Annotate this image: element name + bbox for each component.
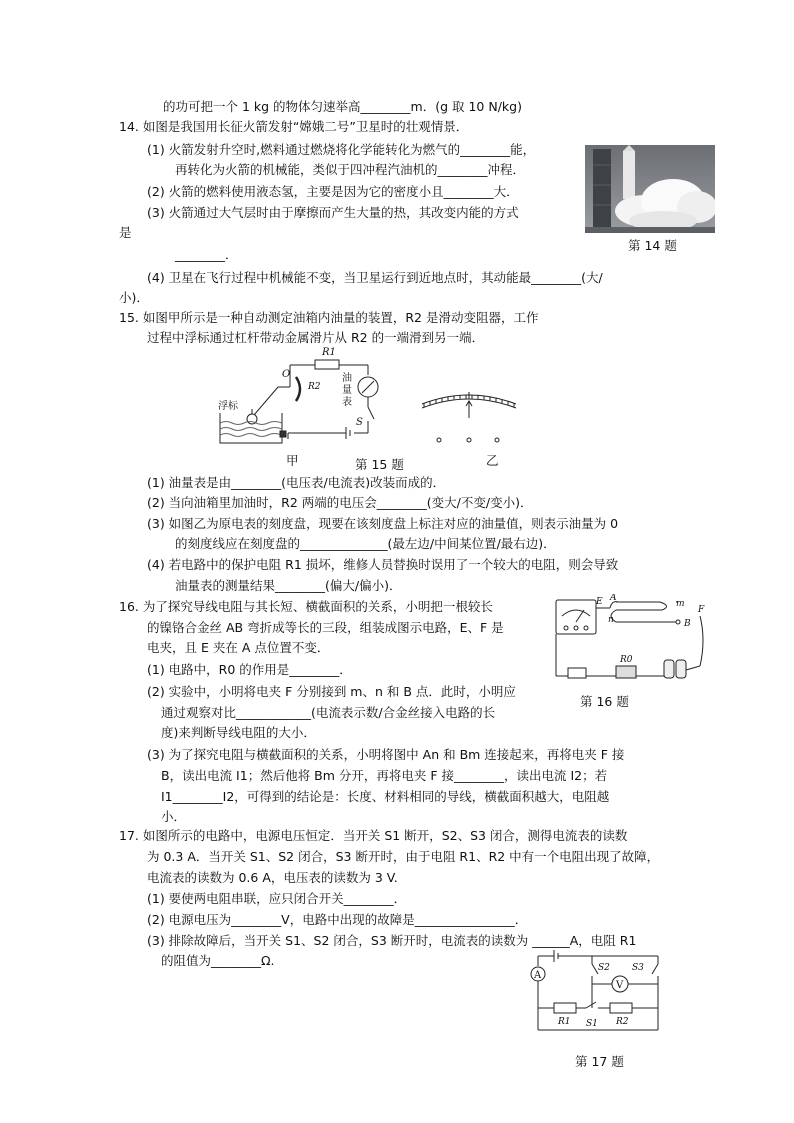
q15-part4-line2: 油量表的测量结果________(偏大/偏小)． — [175, 578, 402, 593]
label-a: A — [610, 594, 617, 603]
label-r2: R2 — [308, 382, 321, 392]
label-meter-3: 表 — [342, 397, 352, 408]
label-meter-2: 量 — [342, 385, 352, 396]
label-meter-1: 油 — [342, 373, 352, 384]
label-ammeter: A — [534, 970, 542, 981]
q15-stem-line2: 过程中浮标通过杠杆带动金属滑片从 R2 的一端滑到另一端． — [147, 330, 485, 345]
label-n: n — [608, 615, 614, 625]
q16-part2-line3: 度)来判断导线电阻的大小． — [161, 725, 316, 740]
label-r0: R0 — [620, 655, 633, 665]
q14-part4-line1: (4) 卫星在飞行过程中机械能不变，当卫星运行到近地点时，其动能最________(大/ — [147, 270, 603, 285]
q16-part2-line2: 通过观察对比____________(电流表示数/合金丝接入电路的长 — [161, 705, 496, 720]
label-o: O — [282, 369, 291, 380]
q15-part3-line2: 的刻度线应在刻度盘的______________(最左边/中间某位置/最右边)． — [175, 536, 556, 551]
q14-part2: (2) 火箭的燃料使用液态氢，主要是因为它的密度小且________大． — [147, 184, 519, 199]
label-b: B — [684, 619, 691, 629]
label-s3: S3 — [632, 963, 644, 973]
q14-part3-line3: ________． — [175, 247, 238, 262]
q17-part1: (1) 要使两电阻串联，应只闭合开关________． — [147, 891, 407, 906]
fig15-yi-label: 乙 — [486, 453, 499, 468]
fig15-jia-label: 甲 — [286, 453, 299, 468]
label-s2: S2 — [598, 963, 610, 973]
label-r2: R2 — [616, 1017, 629, 1027]
q16-part3-line1: (3) 为了探究电阻与横截面积的关系，小明将图中 An 和 Bm 连接起来，再将电夹 F 接 — [147, 747, 625, 762]
q17-part3-line2: 的阻值为________Ω. — [161, 953, 275, 968]
q14-part3-line2: 是 — [119, 225, 132, 240]
label-e: E — [596, 597, 603, 607]
label-r1: R1 — [558, 1017, 571, 1027]
q15-stem-line1: 15. 如图甲所示是一种自动测定油箱内油量的装置，R2 是滑动变阻器，工作 — [119, 310, 539, 325]
fig17-circuit — [524, 950, 674, 1038]
q15-part3-line1: (3) 如图乙为原电表的刻度盘，现要在该刻度盘上标注对应的油量值，则表示油量为 0 — [147, 516, 619, 531]
label-r1: R1 — [322, 347, 336, 358]
q15-part2: (2) 当向油箱里加油时，R2 两端的电压会________(变大/不变/变小)． — [147, 495, 533, 510]
fig16-circuit — [550, 594, 710, 686]
q15-part1: (1) 油量表是由________(电压表/电流表)改装而成的． — [147, 475, 446, 490]
q17-part2: (2) 电源电压为________V，电路中出现的故障是________________． — [147, 912, 528, 927]
q14-part4-line2: 小)． — [119, 290, 149, 305]
fig15-meter-dial-yi — [418, 388, 520, 448]
q17-stem-line2: 为 0.3 A．当开关 S1、S2 闭合，S3 断开时，由于电阻 R1、R2 中有一个电阻出现了故障， — [147, 849, 660, 864]
q17-stem-line1: 17. 如图所示的电路中，电源电压恒定．当开关 S1 断开，S2、S3 闭合，测得电流表的读数 — [119, 828, 628, 843]
q13-continuation: 的功可把一个 1 kg 的物体匀速举高________m．(g 取 10 N/kg) — [163, 99, 522, 114]
q16-part3-line3: I1________I2，可得到的结论是：长度、材料相同的导线，横截面积越大，电阻越 — [161, 789, 610, 804]
q16-part3-line4: 小． — [161, 809, 187, 824]
q16-stem-line2: 的镍铬合金丝 AB 弯折成等长的三段，组装成图示电路，E、F 是 — [147, 620, 504, 635]
q15-part4-line1: (4) 若电路中的保护电阻 R1 损坏，维修人员替换时误用了一个较大的电阻，则会导致 — [147, 557, 619, 572]
q14-stem: 14. 如图是我国用长征火箭发射“嫦娥二号”卫星时的壮观情景． — [119, 119, 469, 134]
q16-stem-line1: 16. 为了探究导线电阻与其长短、横截面积的关系，小明把一根较长 — [119, 599, 493, 614]
fig16-caption: 第 16 题 — [580, 694, 629, 709]
q17-stem-line3: 电流表的读数为 0.6 A，电压表的读数为 3 V. — [147, 870, 398, 885]
q16-part1: (1) 电路中，R0 的作用是________． — [147, 662, 352, 677]
fig15-circuit-jia — [218, 343, 386, 449]
fig15-caption: 第 15 题 — [355, 457, 404, 472]
q16-stem-line3: 电夹，且 E 夹在 A 点位置不变． — [147, 640, 330, 655]
fig14-caption: 第 14 题 — [628, 238, 677, 253]
label-s: S — [356, 417, 363, 428]
q14-part1-line1: (1) 火箭发射升空时,燃料通过燃烧将化学能转化为燃气的________能， — [147, 142, 536, 157]
fig17-caption: 第 17 题 — [575, 1054, 624, 1069]
label-voltmeter: V — [616, 980, 624, 991]
q17-part3-line1: (3) 排除故障后，当开关 S1、S2 闭合，S3 断开时，电流表的读数为 ______A，电阻 R1 — [147, 933, 637, 948]
label-f: F — [698, 605, 705, 615]
label-m: m — [676, 599, 685, 609]
q16-part3-line2: B，读出电流 I1；然后他将 Bm 分开，再将电夹 F 接________，读出电流 I2；若 — [161, 768, 608, 783]
rocket-launch-photo — [585, 145, 715, 233]
q14-part1-line2: 再转化为火箭的机械能，类似于四冲程汽油机的________冲程． — [175, 162, 526, 177]
q16-part2-line1: (2) 实验中，小明将电夹 F 分别接到 m、n 和 B 点．此时，小明应 — [147, 684, 516, 699]
label-s1: S1 — [586, 1019, 598, 1029]
q14-part3-line1: (3) 火箭通过大气层时由于摩擦而产生大量的热，其改变内能的方式 — [147, 205, 519, 220]
label-fubiao: 浮标 — [218, 401, 238, 412]
